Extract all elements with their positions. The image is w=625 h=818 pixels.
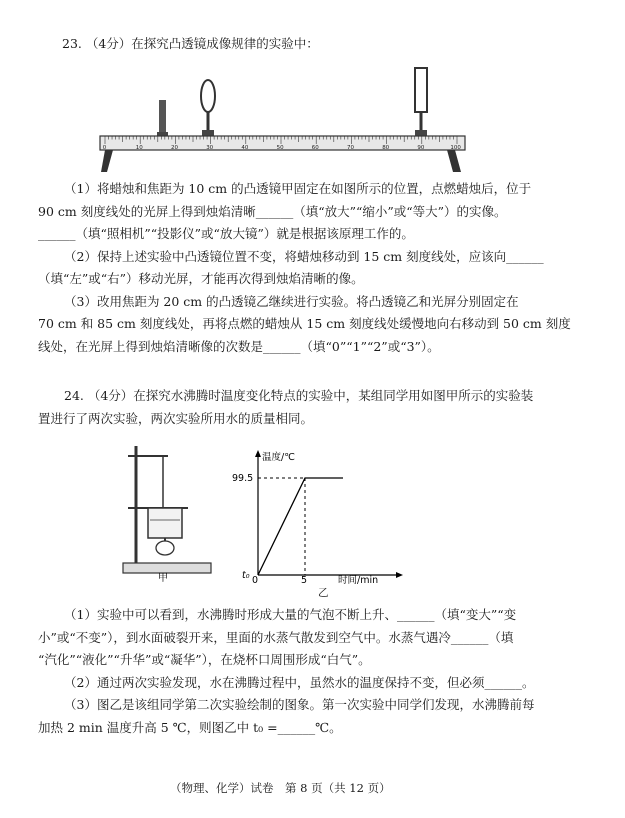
question-24-body	[38, 604, 598, 739]
light-screen	[415, 68, 427, 112]
ruler-tick-label: 0	[102, 145, 107, 151]
ruler-tick-label: 20	[171, 145, 178, 151]
ruler-tick-label: 80	[382, 145, 390, 151]
question-24-title	[38, 385, 598, 430]
question-23-title: 23. （4分）在探究凸透镜成像规律的实验中：	[62, 36, 319, 51]
q24-line: 加热 2 min 温度升高 5 ℃，则图乙中 t₀ =______℃。	[38, 719, 342, 735]
ruler-tick-label: 40	[241, 145, 249, 151]
ruler-tick-label: 50	[276, 145, 284, 151]
label-yi: 乙	[318, 587, 329, 599]
q23-line: （填“左”或“右”）移动光屏，才能再次得到烛焰清晰的像。	[38, 271, 364, 286]
graph-xtick: 5	[301, 575, 308, 586]
graph-origin-0: 0	[252, 575, 259, 586]
q23-line: （3）改用焦距为 20 cm 的凸透镜乙继续进行实验。将凸透镜乙和光屏分别固定在	[64, 293, 519, 309]
ruler-tick-label: 30	[206, 145, 214, 151]
alcohol-lamp	[156, 541, 174, 555]
q23-line: （1）将蜡烛和焦距为 10 cm 的凸透镜甲固定在如图所示的位置，点燃蜡烛后，位于	[64, 181, 532, 196]
q23-line: （2）保持上述实验中凸透镜位置不变，将蜡烛移动到 15 cm 刻度线处，应该向______	[64, 248, 544, 264]
ruler-tick-label: 70	[347, 145, 354, 151]
q24-line: （3）图乙是该组同学第二次实验绘制的图象。第一次实验中同学们发现，水沸腾前每	[64, 697, 535, 712]
beaker	[148, 508, 182, 538]
q24-line: （1）实验中可以看到，水沸腾时形成大量的气泡不断上升、______（填“变大”“变	[64, 607, 517, 622]
ruler-tick-label: 60	[311, 145, 319, 151]
convex-lens	[201, 80, 215, 112]
q23-line: 70 cm 和 85 cm 刻度线处，再将点燃的蜡烛从 15 cm 刻度线处缓慢地向右移动到 50 cm 刻度	[38, 316, 571, 331]
boiling-apparatus-figure	[118, 436, 218, 584]
q23-line: 90 cm 刻度线处的光屏上得到烛焰清晰______（填“放大”“缩小”或“等大”）的实像。	[38, 203, 507, 219]
candle	[159, 100, 166, 134]
graph-origin-t0: t₀	[242, 570, 250, 581]
graph-ylabel: 温度/℃	[262, 452, 295, 463]
question-23-body	[38, 178, 598, 358]
ruler-tick-label: 10	[135, 145, 143, 151]
q24-line: （2）通过两次实验发现，水在沸腾过程中，虽然水的温度保持不变，但必须______。	[64, 674, 535, 690]
optical-bench-figure	[95, 62, 470, 172]
q23-line: ______（填“照相机”“投影仪”或“放大镜”）就是根据该原理工作的。	[38, 226, 414, 241]
ruler-tick-label: 90	[417, 145, 425, 151]
q24-line: 小”或“不变”），到水面破裂开来，里面的水蒸气散发到空气中。水蒸气遇冷______（填	[38, 629, 514, 645]
temperature-time-graph	[232, 450, 408, 586]
ruler-tick-label: 100	[450, 145, 461, 151]
temperature-curve	[258, 478, 343, 575]
label-jia: 甲	[158, 573, 168, 584]
graph-ytick: 99.5	[232, 473, 254, 484]
page-footer: （物理、化学）试卷 第 8 页（共 12 页）	[170, 781, 391, 795]
q24-title-line: 24. （4分）在探究水沸腾时温度变化特点的实验中，某组同学用如图甲所示的实验装	[64, 388, 534, 403]
q24-line: “汽化”“液化”“升华”或“凝华”），在烧杯口周围形成“白气”。	[38, 652, 371, 667]
graph-xlabel: 时间/min	[338, 575, 379, 586]
q24-title-line: 置进行了两次实验，两次实验所用水的质量相同。	[38, 410, 314, 426]
q23-line: 线处，在光屏上得到烛焰清晰像的次数是______（填“0”“1”“2”或“3”）。	[38, 338, 440, 354]
